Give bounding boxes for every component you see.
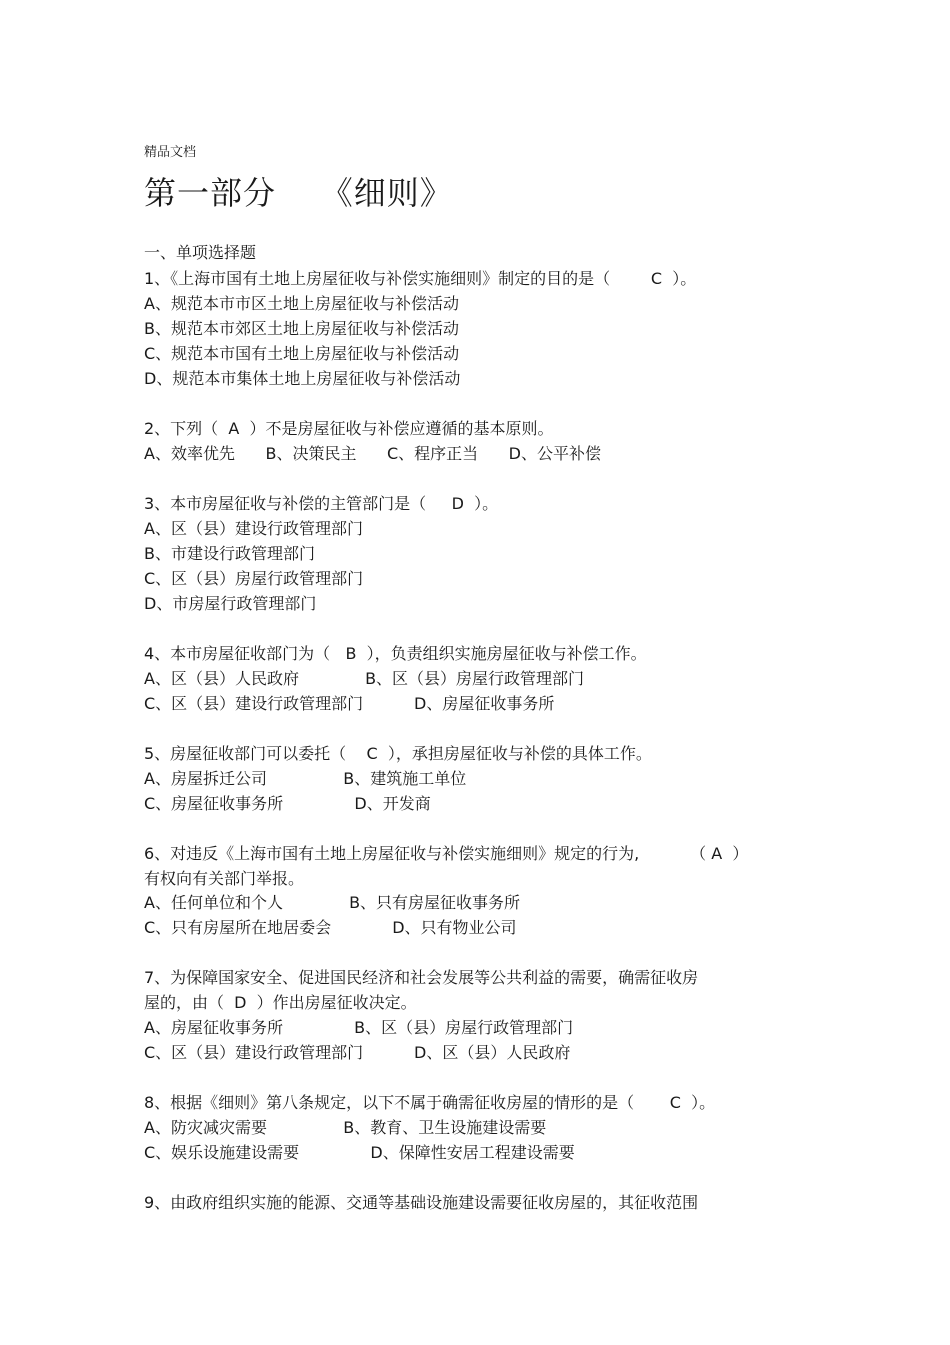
- question-5-stem: 5、房屋征收部门可以委托（ C ），承担房屋征收与补偿的具体工作。: [144, 744, 652, 763]
- question-7-stem-line-1: 7、为保障国家安全、促进国民经济和社会发展等公共利益的需要，确需征收房: [144, 968, 699, 987]
- section-heading: 一、单项选择题: [144, 243, 257, 262]
- question-9-stem: 9、由政府组织实施的能源、交通等基础设施建设需要征收房屋的，其征收范围: [144, 1193, 699, 1212]
- question-1-option-d: D、规范本市集体土地上房屋征收与补偿活动: [144, 369, 461, 388]
- question-3-option-d: D、市房屋行政管理部门: [144, 594, 317, 613]
- question-7-stem-line-2: 屋的，由（ D ）作出房屋征收决定。: [144, 993, 417, 1012]
- page-title: 第一部分 《细则》: [144, 174, 453, 212]
- question-1-option-a: A、规范本市市区土地上房屋征收与补偿活动: [144, 294, 459, 313]
- question-6-stem-line-1: 6、对违反《上海市国有土地上房屋征收与补偿实施细则》规定的行为, （ A ）: [144, 844, 749, 863]
- question-6-stem-line-2: 有权向有关部门举报。: [144, 869, 305, 888]
- question-6-options-row-1: A、任何单位和个人 B、只有房屋征收事务所: [144, 893, 521, 912]
- question-4-stem: 4、本市房屋征收部门为（ B ），负责组织实施房屋征收与补偿工作。: [144, 644, 647, 663]
- question-5-options-row-2: C、房屋征收事务所 D、开发商: [144, 794, 431, 813]
- question-2-options: A、效率优先 B、决策民主 C、程序正当 D、公平补偿: [144, 444, 601, 463]
- question-4-options-row-1: A、区（县）人民政府 B、区（县）房屋行政管理部门: [144, 669, 585, 688]
- question-3-stem: 3、本市房屋征收与补偿的主管部门是（ D ）。: [144, 494, 499, 513]
- question-8-options-row-2: C、娱乐设施建设需要 D、保障性安居工程建设需要: [144, 1143, 575, 1162]
- question-2-stem: 2、下列（ A ）不是房屋征收与补偿应遵循的基本原则。: [144, 419, 554, 438]
- question-4-options-row-2: C、区（县）建设行政管理部门 D、房屋征收事务所: [144, 694, 555, 713]
- question-5-options-row-1: A、房屋拆迁公司 B、建筑施工单位: [144, 769, 467, 788]
- question-1-option-c: C、规范本市国有土地上房屋征收与补偿活动: [144, 344, 460, 363]
- question-6-options-row-2: C、只有房屋所在地居委会 D、只有物业公司: [144, 918, 517, 937]
- question-7-options-row-2: C、区（县）建设行政管理部门 D、区（县）人民政府: [144, 1043, 571, 1062]
- question-3-option-a: A、区（县）建设行政管理部门: [144, 519, 363, 538]
- question-3-option-b: B、市建设行政管理部门: [144, 544, 315, 563]
- question-7-options-row-1: A、房屋征收事务所 B、区（县）房屋行政管理部门: [144, 1018, 574, 1037]
- question-8-stem: 8、根据《细则》第八条规定，以下不属于确需征收房屋的情形的是（ C ）。: [144, 1093, 716, 1112]
- header-note: 精品文档: [144, 145, 197, 160]
- question-3-option-c: C、区（县）房屋行政管理部门: [144, 569, 364, 588]
- question-1-stem: 1、《上海市国有土地上房屋征收与补偿实施细则》制定的目的是（ C ）。: [144, 269, 697, 288]
- question-1-option-b: B、规范本市郊区土地上房屋征收与补偿活动: [144, 319, 459, 338]
- question-8-options-row-1: A、防灾减灾需要 B、教育、卫生设施建设需要: [144, 1118, 547, 1137]
